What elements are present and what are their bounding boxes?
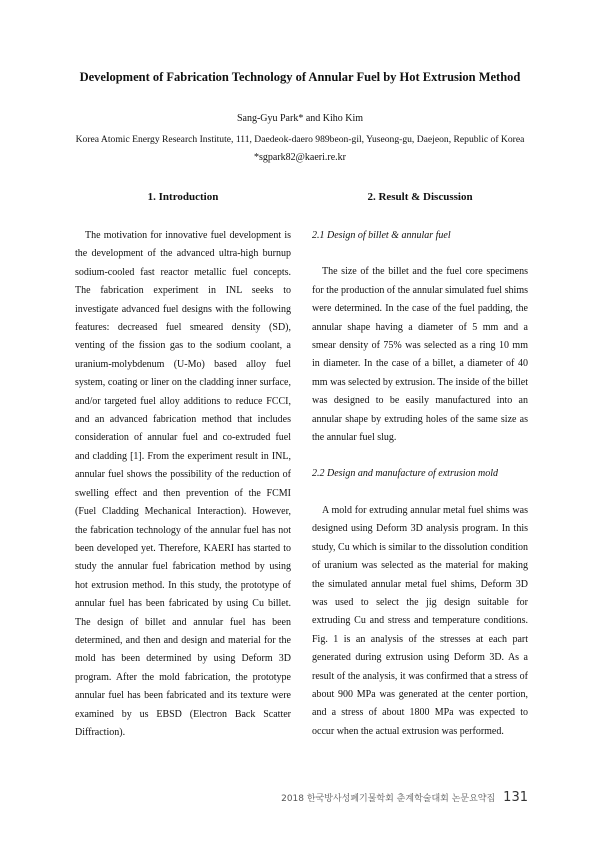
proceedings-label: 2018 한국방사성폐기물학회 춘계학술대회 논문요약집 xyxy=(281,794,496,804)
left-column xyxy=(75,190,291,742)
extrusion-mold-paragraph: A mold for extruding annular metal fuel shims was designed using Deform 3D analysis program. In this study, Cu which is similar to the dissolution condition of uranium was selected as the material for making the simulated annular metal fuel shims, Deform 3D was used to select the jig design suitable for extruding Cu and stress and temperature conditions. Fig. 1 is an analysis of the stresses at each part generated during extrusion using Deform 3D. As a result of the analysis, it was confirmed that a stress of about 900 MPa was generated at the center portion, and a stress of about 1800 MPa was expected to occur when the actual extrusion was performed. xyxy=(312,504,528,737)
author-email: *sgpark82@kaeri.re.kr xyxy=(254,152,346,163)
paper-title: Development of Fabrication Technology of Annular Fuel by Hot Extrusion Method xyxy=(79,70,521,84)
section-heading-introduction: 1. Introduction xyxy=(147,191,219,203)
subsection-title-extrusion-mold: 2.2 Design and manufacture of extrusion mold xyxy=(312,468,499,480)
billet-design-paragraph: The size of the billet and the fuel core specimens for the production of the annular simulated fuel shims were determined. In the case of the fuel padding, the annular shape having a diameter of 5 mm and a smear density of 75% was selected as a ring 10 mm in diameter. In the case of a billet, a diameter of 40 mm was selected by extrusion. The inside of the billet was designed to be easily manufactured into an annular shape by extruding holes of the same size as the annular fuel slug. xyxy=(312,266,528,444)
subsection-title-billet-design: 2.1 Design of billet & annular fuel xyxy=(312,230,451,241)
page-footer xyxy=(281,790,528,805)
section-heading-results: 2. Result & Discussion xyxy=(367,191,473,203)
introduction-paragraph: The motivation for innovative fuel development is the development of the advanced ultra-high burnup sodium-cooled fast reactor metallic fuel concepts. The fabrication experiment in INL seeks to investigate advanced fuel designs with the following features: decreased fuel smeared density (SD), venting of the fission gas to the sodium coolant, a uranium-molybdenum (U-Mo) based alloy fuel system, coating or liner on the cladding inner surface, and/or targeted fuel alloy additions to reduce FCCI, and an advanced fabrication method that includes consideration of annular fuel and co-extruded fuel and cladding [1]. From the experiment result in INL, annular fuel shows the possibility of the reduction of swelling effect and then prevention of the FCMI (Fuel Cladding Mechanical Interaction). However, the fabrication technology of the annular fuel has not been developed yet. Therefore, KAERI has started to study the annular fuel fabrication method by using hot extrusion method. In this study, the prototype of annular fuel has been fabricated by using Cu billet. The design of billet and annular fuel has been determined, and then and design and material for the mold has been determined by using Deform 3D program. After the mold fabrication, the prototype annular fuel has been fabricated and its texture were examined by us EBSD (Electron Back Scatter Diffraction). xyxy=(75,230,291,738)
page-number: 131 xyxy=(503,790,528,805)
affiliation: Korea Atomic Energy Research Institute, 111, Daedeok-daero 989beon-gil, Yuseong-gu, Daejeon, Republic of Korea xyxy=(75,134,525,145)
author-list: Sang-Gyu Park* and Kiho Kim xyxy=(236,113,364,124)
right-column xyxy=(312,190,528,741)
